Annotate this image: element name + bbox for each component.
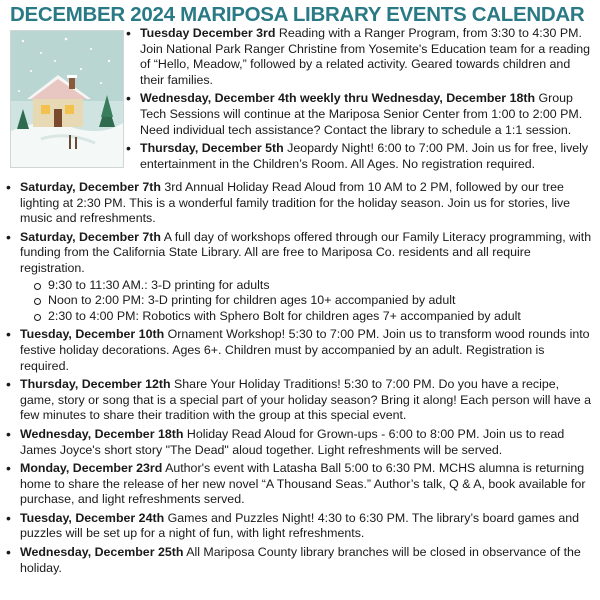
list-item	[4, 427, 594, 458]
list-item	[4, 180, 594, 227]
event-text: 3rd Annual Holiday Read Aloud from 10 AM to 2 PM, followed by our tree lighting at 2:30 PM. This is a wonderful family tradition for the holiday season. Join us for stories, live music and refreshments.	[20, 180, 571, 226]
list-item	[4, 377, 594, 424]
list-item	[4, 461, 594, 508]
event-date: Thursday, December 5th	[140, 141, 284, 156]
event-text: Games and Puzzles Night! 4:30 to 6:30 PM. The library’s board games and puzzles will be set up for a night of fun, with light refreshments.	[20, 510, 580, 541]
workshop-sublist	[20, 278, 594, 325]
event-text: Ornament Workshop! 5:30 to 7:00 PM. Join us to transform wood rounds into festive holiday decorations. Ages 6+. Children must by accompanied by an adult. Registration is required.	[20, 327, 590, 373]
event-text: Jeopardy Night! 6:00 to 7:00 PM. Join us for free, lively entertainment in the Children’s Room. All Ages. No registration required.	[140, 141, 589, 171]
event-date: Tuesday, December 24th	[20, 510, 165, 525]
events-list	[4, 180, 594, 579]
top-events-list	[124, 26, 594, 175]
event-text: Share Your Holiday Traditions! 5:30 to 7:00 PM. Do you have a recipe, game, story or song that is a special part of your holiday season? Bring it along! Each person will have a few minutes to share their tradition with the group at this special event.	[20, 377, 591, 423]
event-date: Wednesday, December 4th weekly thru Wednesday, December 18th	[140, 91, 536, 106]
event-text: Holiday Read Aloud for Grown-ups - 6:00 to 8:00 PM. Join us to read James Joyce's short story "The Dead" aloud together. Light refreshments will be served.	[20, 426, 565, 457]
workshop-item: Noon to 2:00 PM: 3-D printing for children ages 10+ accompanied by adult	[20, 293, 594, 309]
list-item	[4, 327, 594, 374]
event-date: Monday, December 23rd	[20, 461, 163, 476]
list-item	[124, 91, 594, 138]
list-item	[124, 141, 594, 172]
workshop-item: 9:30 to 11:30 AM.: 3-D printing for adults	[20, 278, 594, 294]
event-date: Thursday, December 12th	[20, 377, 171, 392]
event-date: Saturday, December 7th	[20, 180, 161, 194]
event-text: Group Tech Sessions will continue at the Mariposa Senior Center from 1:00 to 2:00 PM. Need individual tech assistance? Contact the library to schedule a 1:1 session.	[140, 91, 583, 137]
workshop-item: 2:30 to 4:00 PM: Robotics with Sphero Bolt for children ages 7+ accompanied by adult	[20, 309, 594, 325]
event-text: All Mariposa County library branches will be closed in observance of the holiday.	[20, 545, 581, 575]
event-text: A full day of workshops offered through our Family Literacy programming, with funding from the California State Library. All are free to Mariposa Co. residents and all require registration.	[20, 229, 592, 275]
page-title: DECEMBER 2024 MARIPOSA LIBRARY EVENTS CALENDAR	[10, 3, 585, 26]
list-item	[124, 26, 594, 88]
event-date: Saturday, December 7th	[20, 229, 161, 244]
event-text: Author's event with Latasha Ball 5:00 to 6:30 PM. MCHS alumna is returning home to share the release of her new novel “A Thousand Seas.” Author’s talk, Q & A, book available for purchase, and light refreshments served.	[20, 461, 586, 507]
list-item	[4, 230, 594, 325]
event-text: Reading with a Ranger Program, from 3:30 to 4:30 PM. Join National Park Ranger Christine from Yosemite's Education team for a reading of “Hello, Meadow,” followed by a related activity. Geared towards children and their families.	[140, 26, 591, 87]
list-item	[4, 545, 594, 576]
event-date: Tuesday, December 10th	[20, 327, 165, 342]
list-item	[4, 511, 594, 542]
snowy-cottage-illustration	[10, 30, 124, 168]
event-date: Wednesday, December 18th	[20, 426, 184, 441]
event-date: Wednesday, December 25th	[20, 545, 184, 560]
event-date: Tuesday December 3rd	[140, 26, 276, 40]
